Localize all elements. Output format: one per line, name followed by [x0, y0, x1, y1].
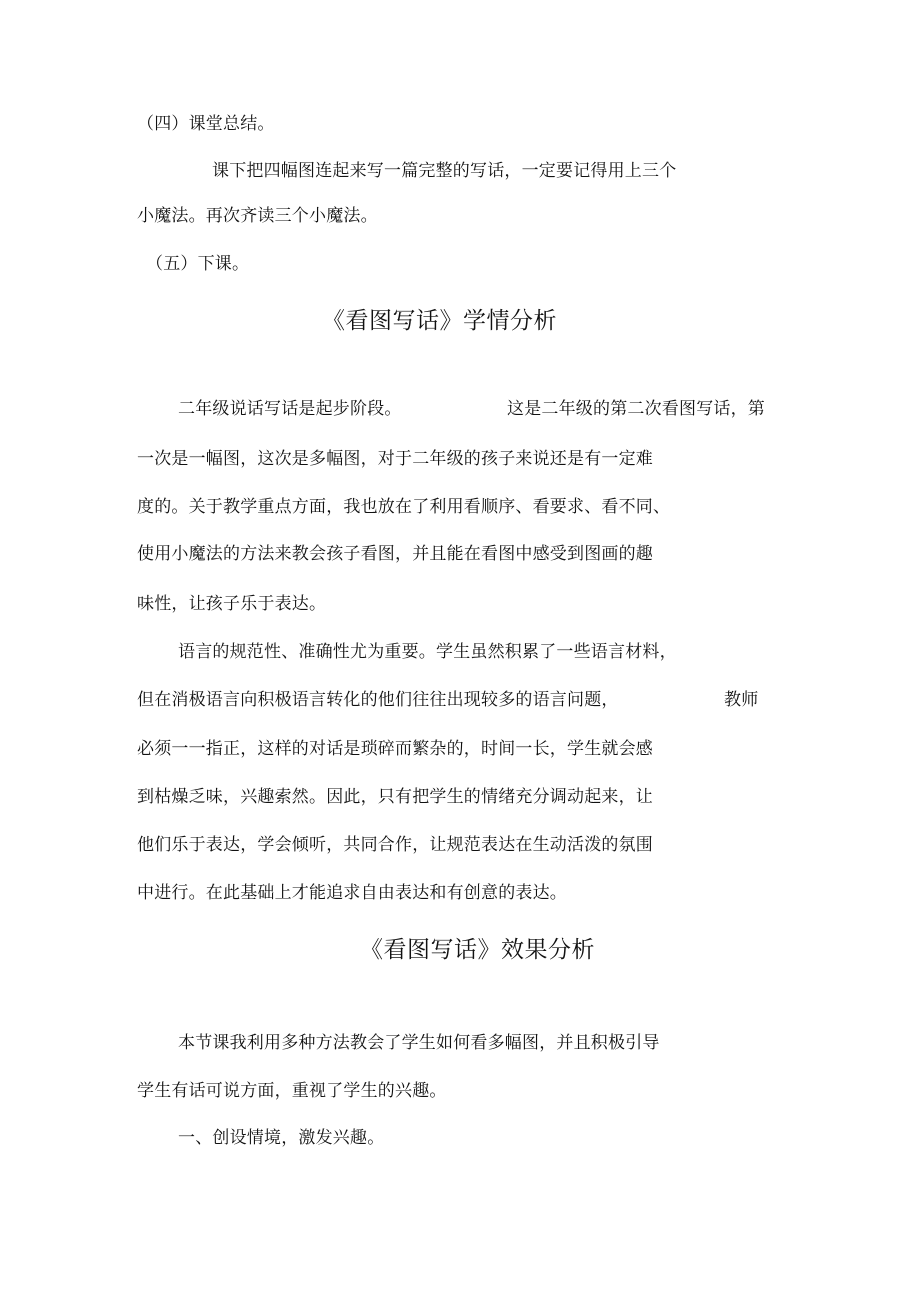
analysis-p2-line-2a: 但在消极语言向积极语言转化的他们往往出现较多的语言问题，	[137, 690, 619, 710]
effect-p1-line-1: 本节课我利用多种方法教会了学生如何看多幅图，并且积极引导	[178, 1033, 660, 1053]
section-4-heading: （四）课堂总结。	[137, 114, 275, 134]
section-4-text-line-1: 课下把四幅图连起来写一篇完整的写话，一定要记得用上三个	[212, 161, 677, 181]
analysis-p2-line-2b: 教师	[724, 690, 759, 710]
effect-item-1: 一、创设情境，激发兴趣。	[178, 1128, 385, 1148]
analysis-p2-line-6: 中进行。在此基础上才能追求自由表达和有创意的表达。	[137, 883, 567, 903]
analysis-p1-line-5: 味性，让孩子乐于表达。	[137, 594, 327, 614]
analysis-title: 《看图写话》学情分析	[322, 308, 557, 334]
analysis-p1-line-1a: 二年级说话写话是起步阶段。	[178, 399, 402, 419]
analysis-p2-line-1: 语言的规范性、准确性尤为重要。学生虽然积累了一些语言材料，	[178, 642, 677, 662]
analysis-p1-line-4: 使用小魔法的方法来教会孩子看图，并且能在看图中感受到图画的趣	[137, 544, 653, 564]
analysis-p1-line-3: 度的。关于教学重点方面，我也放在了利用看顺序、看要求、看不同、	[137, 497, 671, 517]
analysis-p2-line-3: 必须一一指正，这样的对话是琐碎而繁杂的，时间一长，学生就会感	[137, 739, 653, 759]
analysis-p2-line-4: 到枯燥乏味，兴趣索然。因此，只有把学生的情绪充分调动起来，让	[137, 787, 653, 807]
analysis-p1-line-1b: 这是二年级的第二次看图写话，第	[507, 399, 765, 419]
section-5-heading: （五）下课。	[146, 254, 250, 274]
effect-p1-line-2: 学生有话可说方面，重视了学生的兴趣。	[137, 1081, 447, 1101]
analysis-p1-line-2: 一次是一幅图，这次是多幅图，对于二年级的孩子来说还是有一定难	[137, 449, 653, 469]
effect-title: 《看图写话》效果分析	[360, 937, 595, 963]
analysis-p2-line-5: 他们乐于表达，学会倾听，共同合作，让规范表达在生动活泼的氛围	[137, 835, 653, 855]
section-4-text-line-2: 小魔法。再次齐读三个小魔法。	[137, 206, 378, 226]
